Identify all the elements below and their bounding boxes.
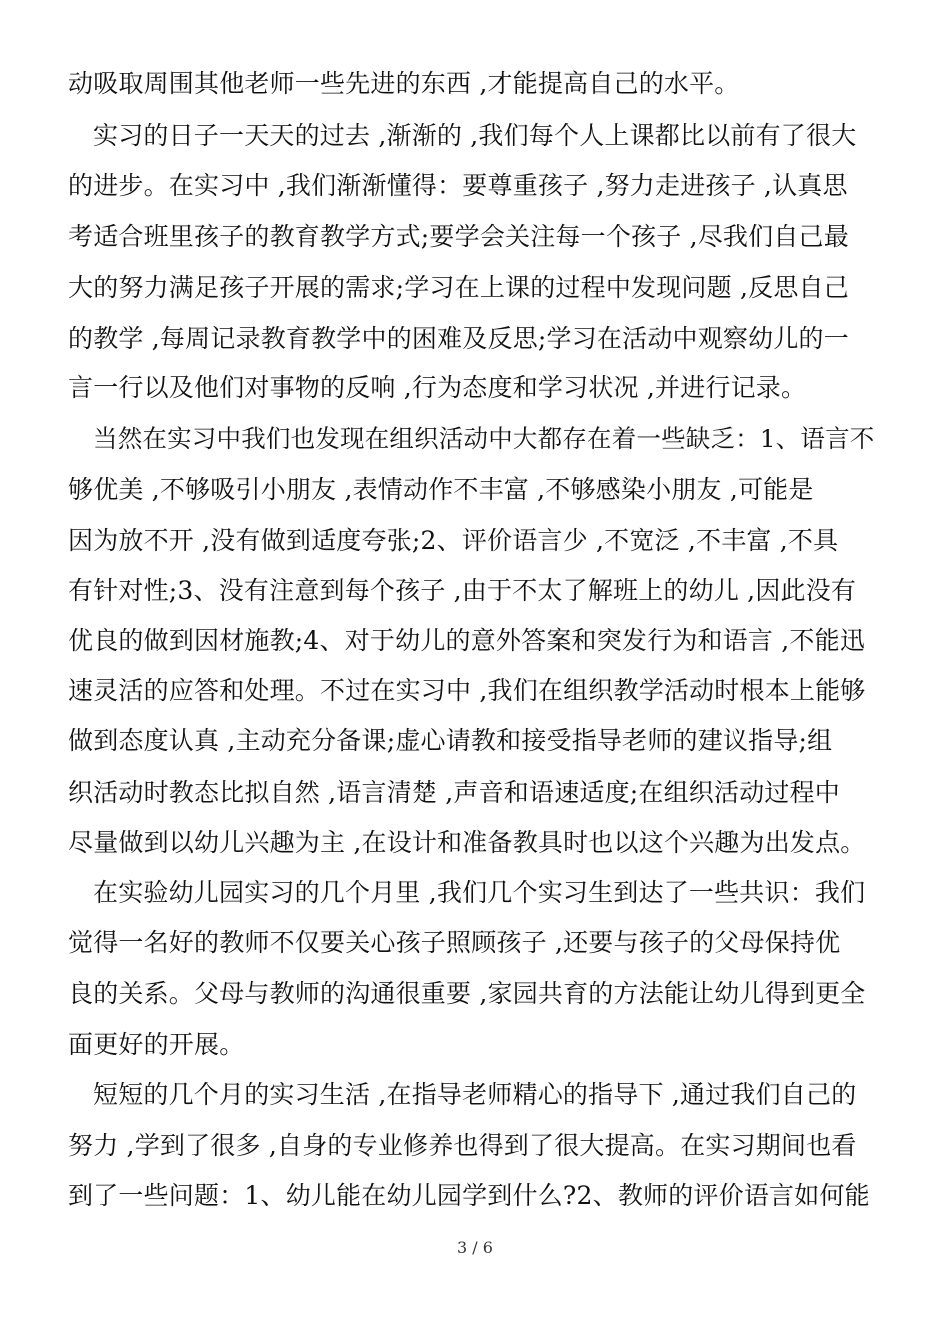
paragraph-first-line: 实习的日子一天天的过去 ,渐渐的 ,我们每个人上课都比以前有了很大 bbox=[93, 121, 857, 150]
text-line: 因为放不开 ,没有做到适度夸张;2、评价语言少 ,不宽泛 ,不丰富 ,不具 bbox=[68, 526, 839, 555]
text-line: 够优美 ,不够吸引小朋友 ,表情动作不丰富 ,不够感染小朋友 ,可能是 bbox=[68, 475, 814, 504]
text-line: 尽量做到以幼儿兴趣为主 ,在设计和准备教具时也以这个兴趣为出发点。 bbox=[68, 828, 866, 857]
text-line: 大的努力满足孩子开展的需求;学习在上课的过程中发现问题 ,反思自己 bbox=[68, 273, 849, 302]
text-line: 努力 ,学到了很多 ,自身的专业修养也得到了很大提高。在实习期间也看 bbox=[68, 1131, 857, 1160]
text-line: 觉得一名好的教师不仅要关心孩子照顾孩子 ,还要与孩子的父母保持优 bbox=[68, 928, 841, 957]
text-line: 速灵活的应答和处理。不过在实习中 ,我们在组织教学活动时根本上能够 bbox=[68, 676, 866, 705]
text-line: 织活动时教态比拟自然 ,语言清楚 ,声音和语速适度;在组织活动过程中 bbox=[68, 778, 841, 807]
paragraph-first-line: 当然在实习中我们也发现在组织活动中大都存在着一些缺乏：1、语言不 bbox=[93, 424, 875, 453]
text-line: 的进步。在实习中 ,我们渐渐懂得：要尊重孩子 ,努力走进孩子 ,认真思 bbox=[68, 171, 848, 200]
page-number: 3 / 6 bbox=[457, 1238, 493, 1257]
text-line: 优良的做到因材施教;4、对于幼儿的意外答案和突发行为和语言 ,不能迅 bbox=[68, 626, 866, 655]
text-line: 做到态度认真 ,主动充分备课;虚心请教和接受指导老师的建议指导;组 bbox=[68, 726, 833, 755]
paragraph-first-line: 短短的几个月的实习生活 ,在指导老师精心的指导下 ,通过我们自己的 bbox=[93, 1080, 857, 1109]
text-line: 面更好的开展。 bbox=[68, 1030, 245, 1059]
text-line: 到了一些问题：1、幼儿能在幼儿园学到什么?2、教师的评价语言如何能 bbox=[68, 1181, 870, 1210]
text-line: 良的关系。父母与教师的沟通很重要 ,家园共育的方法能让幼儿得到更全 bbox=[68, 979, 866, 1008]
text-line: 的教学 ,每周记录教育教学中的困难及反思;学习在活动中观察幼儿的一 bbox=[68, 324, 849, 353]
paragraph-first-line: 在实验幼儿园实习的几个月里 ,我们几个实习生到达了一些共识：我们 bbox=[93, 878, 866, 907]
text-line: 考适合班里孩子的教育教学方式;要学会关注每一个孩子 ,尽我们自己最 bbox=[68, 222, 849, 251]
text-line: 有针对性;3、没有注意到每个孩子 ,由于不太了解班上的幼儿 ,因此没有 bbox=[68, 576, 857, 605]
text-line: 言一行以及他们对事物的反响 ,行为态度和学习状况 ,并进行记录。 bbox=[68, 373, 807, 402]
text-line: 动吸取周围其他老师一些先进的东西 ,才能提高自己的水平。 bbox=[68, 69, 740, 98]
